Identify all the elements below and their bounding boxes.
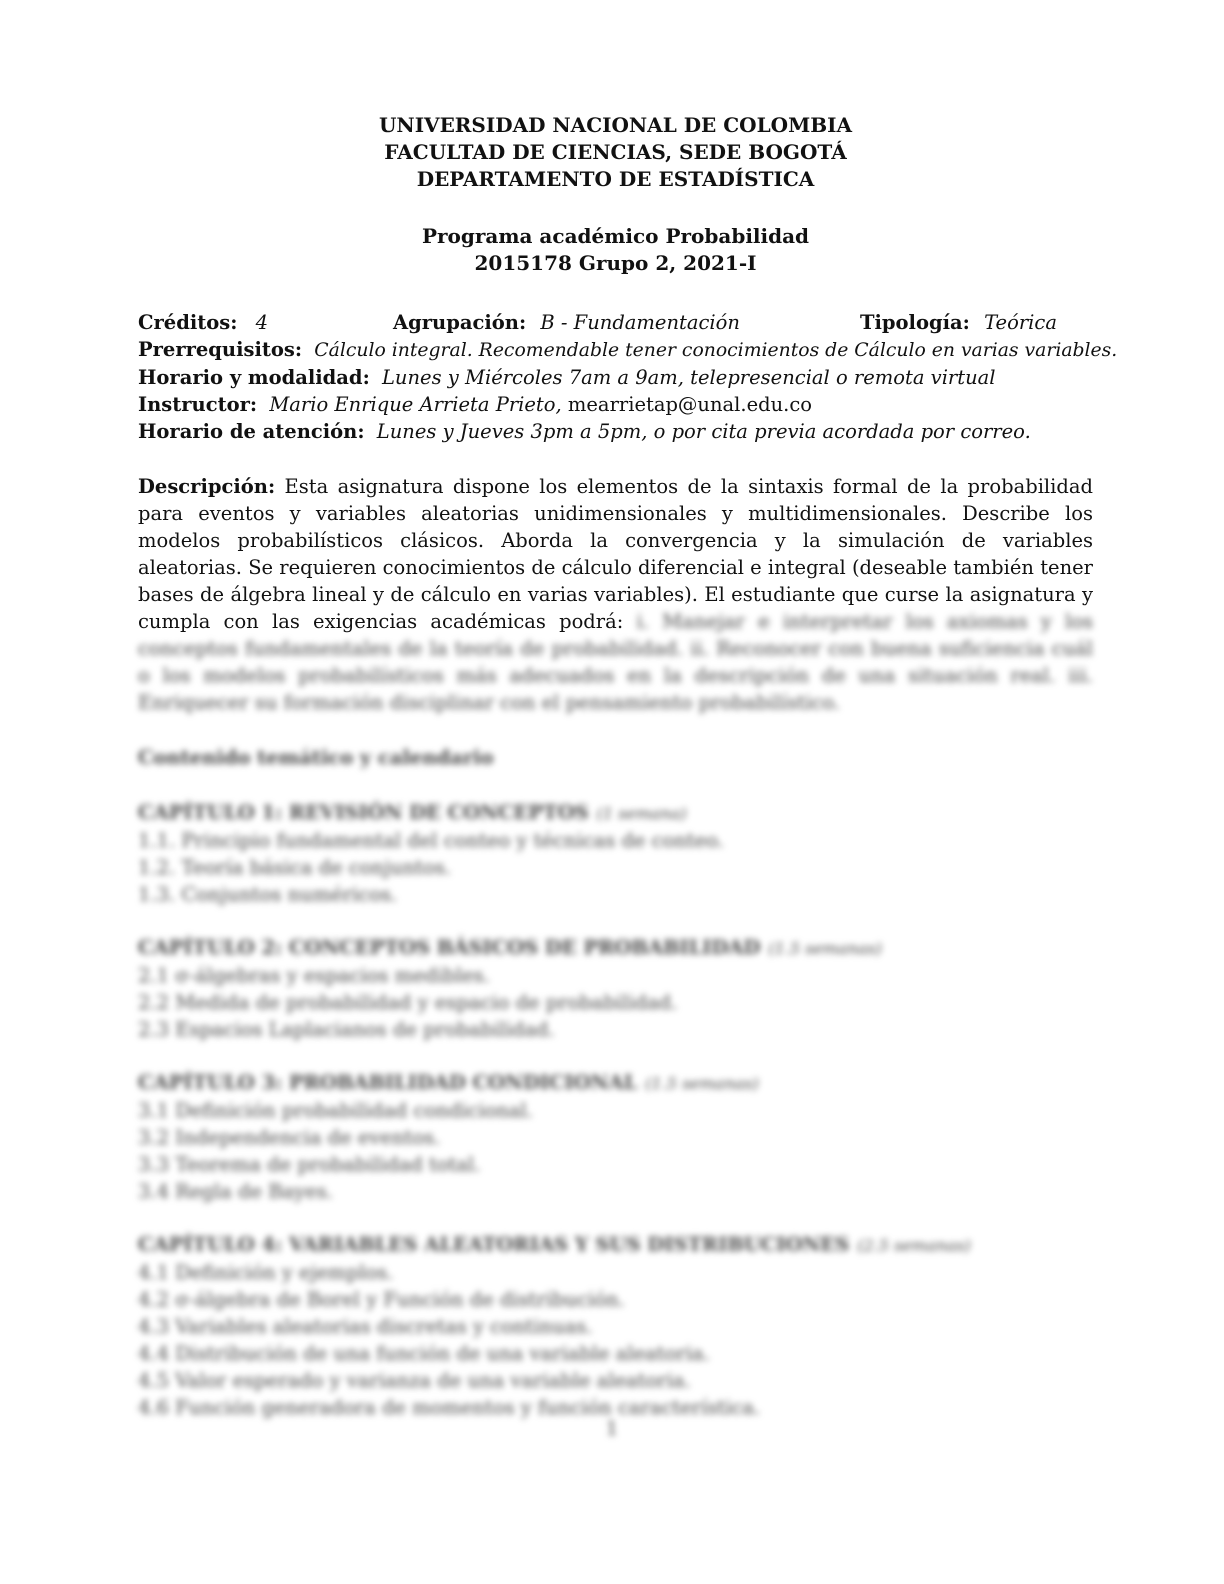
chapter-item: 4.4 Distribución de una función de una variable aleatoria. (138, 1342, 710, 1365)
department-name: DEPARTAMENTO DE ESTADÍSTICA (416, 167, 815, 191)
chapter-item: 4.2 σ-álgebra de Borel y Función de distribución. (138, 1288, 625, 1311)
document-page (138, 112, 1118, 1447)
chapter-block (138, 934, 1093, 1043)
chapter-title-text: CAPÍTULO 2: CONCEPTOS BÁSICOS DE PROBABILIDAD (138, 936, 761, 959)
chapter-item: 3.4 Regla de Bayes. (138, 1180, 333, 1203)
instructor-label: Instructor: (138, 393, 258, 416)
creditos-value: 4 (255, 311, 269, 334)
chapter-title (138, 934, 1093, 962)
prerrequisitos-value: Cálculo integral. Recomendable tener conocimientos de Cálculo en varias variables. (314, 340, 1118, 361)
prerrequisitos-label: Prerrequisitos: (138, 338, 303, 361)
atencion-value: Lunes y Jueves 3pm a 5pm, o por cita previa acordada por correo. (376, 420, 1031, 443)
atencion-label: Horario de atención: (138, 420, 365, 443)
chapter-title-text: CAPÍTULO 4: VARIABLES ALEATORIAS Y SUS DISTRIBUCIONES (138, 1233, 850, 1256)
chapter-item: 2.1 σ-álgebras y espacios medibles. (138, 964, 490, 987)
tipologia-value: Teórica (984, 311, 1057, 334)
faculty-name: FACULTAD DE CIENCIAS, SEDE BOGOTÁ (384, 140, 847, 164)
chapter-title (138, 1231, 1093, 1259)
program-title-block (138, 223, 1093, 277)
page-number: 1 (605, 1416, 619, 1440)
course-description (138, 473, 1093, 716)
credits-row (138, 309, 1093, 336)
horario-label: Horario y modalidad: (138, 366, 370, 389)
creditos-label: Créditos: (138, 311, 238, 334)
chapter-weeks: (1 semana) (596, 804, 687, 823)
chapter-block (138, 1231, 1093, 1421)
chapters-list (138, 799, 1093, 1421)
contenido-section (138, 744, 1093, 1421)
office-hours-row (138, 418, 1093, 445)
chapter-item: 3.2 Independencia de eventos. (138, 1126, 441, 1149)
tipologia-label: Tipología: (860, 311, 970, 334)
descripcion-label: Descripción: (138, 475, 276, 498)
chapter-item: 1.1. Principio fundamental del conteo y técnicas de conteo. (138, 829, 724, 852)
program-title: Programa académico Probabilidad (421, 224, 810, 248)
chapter-item: 1.3. Conjuntos numéricos. (138, 883, 398, 906)
agrupacion-value: B - Fundamentación (540, 311, 740, 334)
course-metadata (138, 309, 1118, 445)
contenido-title: Contenido temático y calendario (138, 746, 494, 769)
program-code: 2015178 Grupo 2, 2021-I (474, 251, 757, 275)
chapter-block (138, 1069, 1093, 1205)
chapter-item: 4.6 Función generadora de momentos y función característica. (138, 1396, 761, 1419)
chapter-title-text: CAPÍTULO 1: REVISIÓN DE CONCEPTOS (138, 801, 589, 824)
instructor-name: Mario Enrique Arrieta Prieto, (269, 393, 562, 416)
chapter-item: 3.3 Teorema de probabilidad total. (138, 1153, 481, 1176)
chapter-title (138, 799, 1093, 827)
horario-value: Lunes y Miércoles 7am a 9am, telepresencial o remota virtual (381, 366, 996, 389)
chapter-title (138, 1069, 1093, 1097)
prerequisites-row (138, 336, 1118, 364)
chapter-item: 2.3 Espacios Laplacianos de probabilidad. (138, 1018, 555, 1041)
chapter-title-text: CAPÍTULO 3: PROBABILIDAD CONDICIONAL (138, 1071, 638, 1094)
chapter-item: 3.1 Definición probabilidad condicional. (138, 1099, 533, 1122)
chapter-item: 4.1 Definición y ejemplos. (138, 1261, 394, 1284)
instructor-row (138, 391, 1093, 418)
chapter-item: 2.2 Medida de probabilidad y espacio de probabilidad. (138, 991, 678, 1014)
chapter-weeks: (2.5 semanas) (857, 1236, 971, 1255)
instructor-email: mearrietap@unal.edu.co (567, 393, 813, 416)
chapter-item: 1.2. Teoría básica de conjuntos. (138, 856, 452, 879)
chapter-weeks: (1.5 semanas) (768, 939, 882, 958)
agrupacion-label: Agrupación: (393, 311, 527, 334)
document-header (138, 112, 1093, 193)
chapter-block (138, 799, 1093, 908)
chapter-item: 4.5 Valor esperado y varianza de una variable aleatoria. (138, 1369, 691, 1392)
descripcion-text: Esta asignatura dispone los elementos de la sintaxis formal de la probabilidad para eventos y variables aleatorias unidimensionales y multidimensionales. Describe los modelos probabilísticos clásicos. Aborda la convergencia y la simulación de variables aleatorias. Se requieren conocimientos de cálculo diferencial e integral (deseable también tener bases de álgebra lineal y de cálculo en varias variables). El estudiante que curse la asignatura y cumpla con las exigencias académicas podrá: (138, 475, 1093, 633)
chapter-item: 4.3 Variables aleatorias discretas y continuas. (138, 1315, 593, 1338)
chapter-weeks: (1.5 semanas) (645, 1074, 759, 1093)
schedule-row (138, 364, 1093, 391)
university-name: UNIVERSIDAD NACIONAL DE COLOMBIA (378, 113, 853, 137)
learning-outcomes-blurred: i. Manejar e interpretar los axiomas y los conceptos fundamentales de la teoría de probabilidad. ii. Reconocer con buena suficiencia cuál o los modelos probabilísticos más adecuados en la descripción de una situación real. iii. Enriquecer su formación disciplinar con el pensamiento probabilístico. (138, 610, 1093, 714)
